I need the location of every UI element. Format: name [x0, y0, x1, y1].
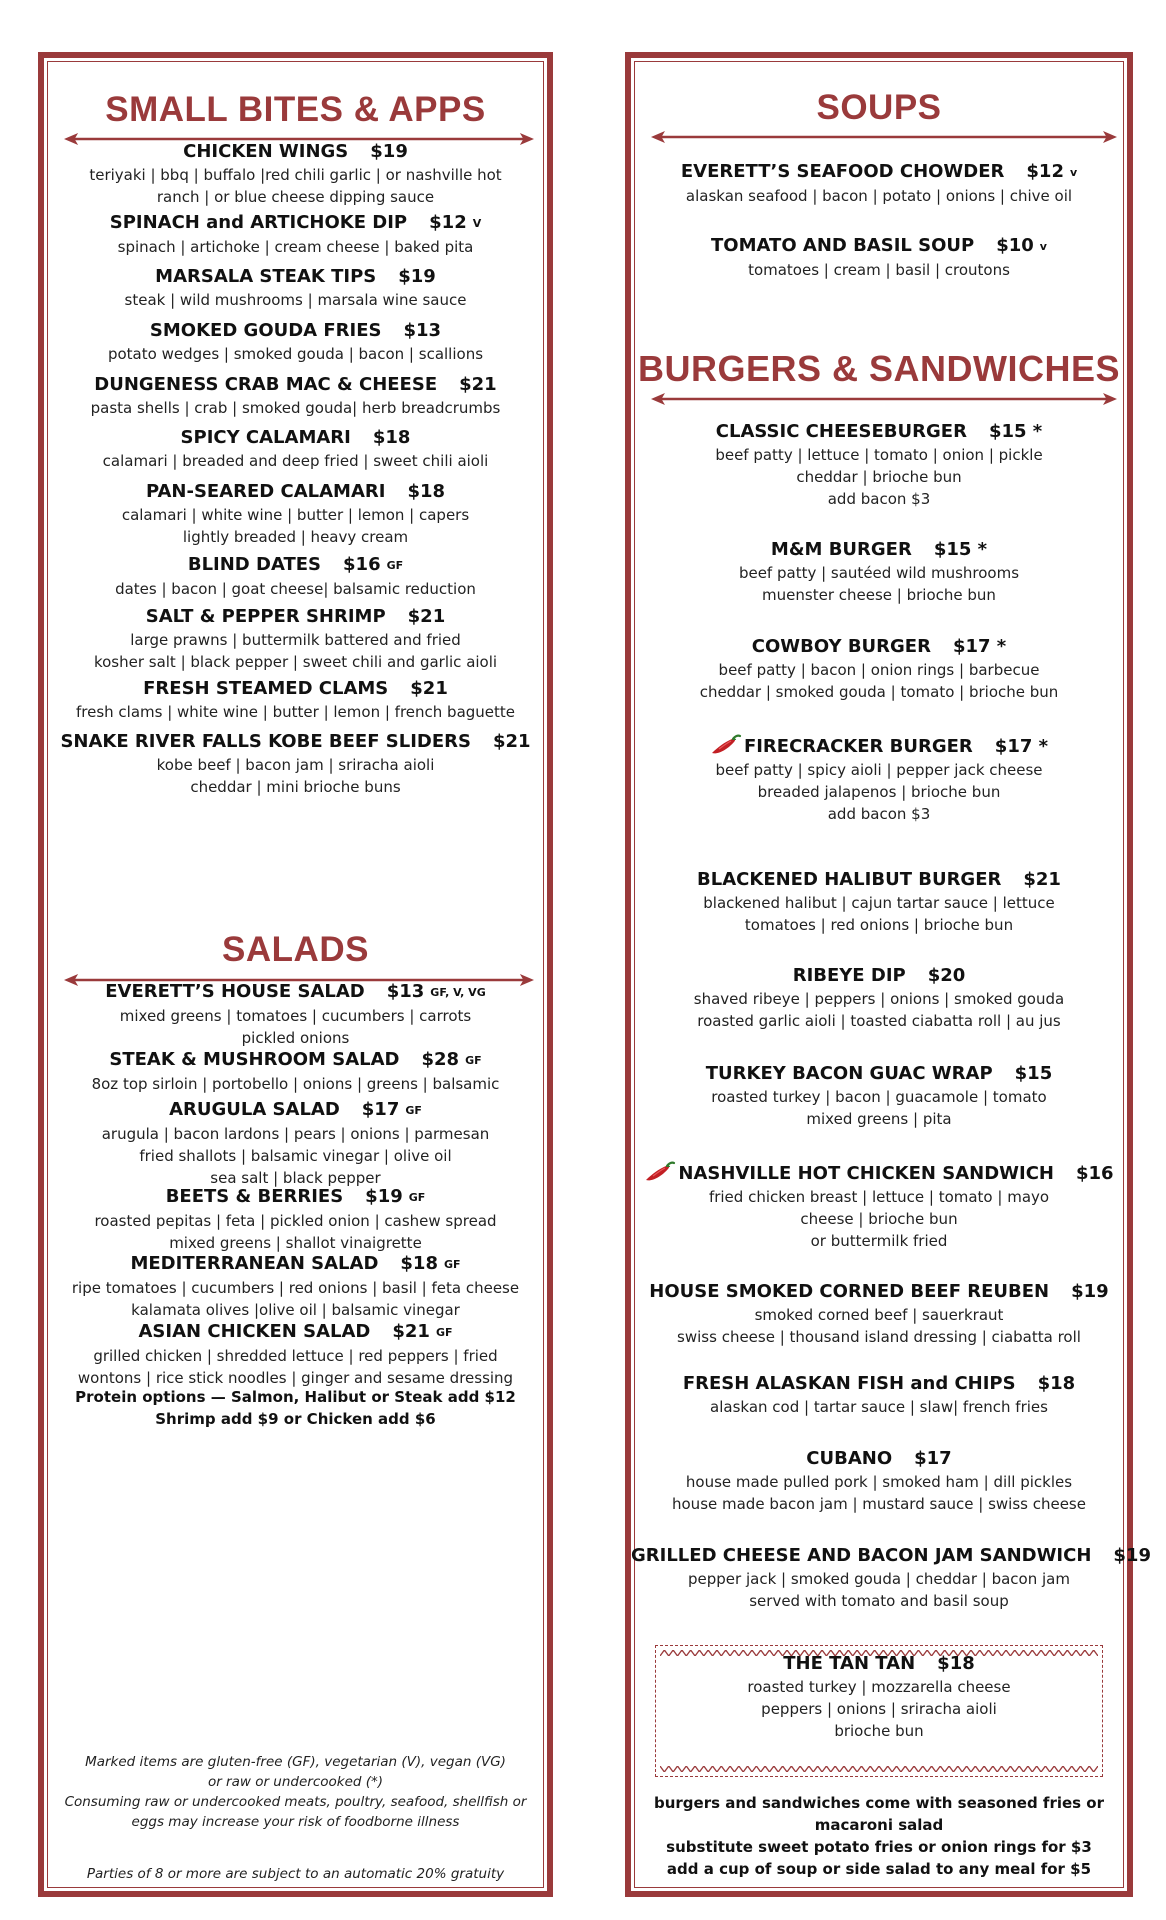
item-description: beef patty | sautéed wild mushrooms [738, 564, 1020, 582]
item-price: $15 * [933, 539, 988, 560]
item-price: $17 [361, 1099, 400, 1120]
item-name-line [44, 480, 547, 504]
item-name-line [44, 319, 547, 343]
menu-item [44, 553, 547, 600]
gratuity-note [44, 1864, 547, 1884]
item-name-line [631, 1062, 1127, 1086]
item-description: brioche bun [834, 1722, 924, 1740]
item-description: kosher salt | black pepper | sweet chili and garlic aioli [93, 653, 498, 671]
menu-item [631, 420, 1127, 510]
item-price: $12 [429, 212, 467, 233]
menu-item [44, 1252, 547, 1321]
item-name: COWBOY BURGER [751, 636, 931, 657]
item-description: mixed greens | pita [806, 1110, 952, 1128]
sides-line: add a cup of soup or side salad to any meal for $5 [666, 1860, 1092, 1878]
item-description: muenster cheese | brioche bun [762, 586, 996, 604]
item-description: alaskan cod | tartar sauce | slaw| french fries [710, 1398, 1048, 1416]
item-description: lightly breaded | heavy cream [182, 528, 409, 546]
item-name-line [631, 1160, 1127, 1186]
item-price: $15 [1014, 1063, 1053, 1084]
item-price: $21 [459, 374, 497, 395]
item-name: EVERETT’S HOUSE SALAD [105, 981, 365, 1002]
menu-item [44, 1320, 547, 1389]
item-name: ARUGULA SALAD [169, 1099, 340, 1120]
dietary-tag: v [1069, 166, 1078, 179]
item-name: THE TAN TAN [783, 1653, 916, 1674]
item-price: $16 [343, 554, 381, 575]
item-description: add bacon $3 [827, 490, 931, 508]
item-description: beef patty | bacon | onion rings | barbecue [718, 661, 1040, 679]
item-description: grilled chicken | shredded lettuce | red peppers | fried [93, 1347, 498, 1365]
item-name: TOMATO AND BASIL SOUP [711, 235, 975, 256]
dietary-tag: GF, V, VG [430, 986, 486, 999]
protein-options [44, 1386, 547, 1430]
item-name: SMOKED GOUDA FRIES [149, 320, 382, 341]
dietary-tag: GF [435, 1326, 453, 1339]
item-name: CUBANO [806, 1448, 893, 1469]
item-name: PAN-SEARED CALAMARI [145, 481, 386, 502]
item-description: calamari | breaded and deep fried | sweet chili aioli [102, 452, 489, 470]
item-name-line [44, 265, 547, 289]
item-description: dates | bacon | goat cheese| balsamic reduction [115, 580, 476, 598]
item-description: cheese | brioche bun [800, 1210, 958, 1228]
dietary-tag: GF [386, 559, 404, 572]
item-price: $19 [370, 141, 408, 162]
item-name-line [631, 1372, 1127, 1396]
item-description: mixed greens | shallot vinaigrette [169, 1234, 422, 1252]
left-menu-panel [38, 52, 553, 1897]
item-price: $17 * [994, 736, 1049, 757]
item-price: $20 [927, 965, 966, 986]
item-name-line [44, 553, 547, 578]
item-name-line [631, 733, 1127, 759]
item-description: blackened halibut | cajun tartar sauce | lettuce [703, 894, 1055, 912]
item-name-line [631, 1447, 1127, 1471]
item-name: SPICY CALAMARI [180, 427, 351, 448]
menu-item [44, 211, 547, 258]
menu-item [44, 140, 547, 208]
footnote-line: or raw or undercooked (*) [207, 1774, 384, 1790]
item-name-line [44, 605, 547, 629]
item-name: FRESH ALASKAN FISH and CHIPS [682, 1373, 1016, 1394]
item-name-line [44, 140, 547, 164]
item-name: M&M BURGER [770, 539, 912, 560]
item-description: ripe tomatoes | cucumbers | red onions | basil | feta cheese [71, 1279, 520, 1297]
item-price: $18 [937, 1653, 975, 1674]
chili-pepper-icon [644, 1160, 676, 1184]
protein-line: Protein options — Salmon, Halibut or Steak add $12 [75, 1388, 516, 1406]
divider-arrow [651, 392, 1117, 406]
item-name-line [44, 1048, 547, 1073]
item-price: $13 [386, 981, 425, 1002]
zigzag-border-bottom [660, 1766, 1098, 1772]
item-description: pasta shells | crab | smoked gouda| herb breadcrumbs [90, 399, 501, 417]
item-description: mixed greens | tomatoes | cucumbers | carrots [119, 1007, 472, 1025]
item-name-line [44, 1185, 547, 1210]
item-description: fried chicken breast | lettuce | tomato | mayo [708, 1188, 1050, 1206]
menu-item [631, 234, 1127, 281]
item-description: roasted turkey | mozzarella cheese [747, 1678, 1011, 1696]
item-name: FRESH STEAMED CLAMS [143, 678, 389, 699]
item-price: $21 [410, 678, 448, 699]
item-description: cheddar | brioche bun [796, 468, 962, 486]
item-price: $12 [1026, 161, 1064, 182]
menu-item [631, 160, 1127, 207]
menu-item [44, 480, 547, 548]
item-name-line [631, 635, 1127, 659]
item-description: arugula | bacon lardons | pears | onions | parmesan [101, 1125, 490, 1143]
item-description: swiss cheese | thousand island dressing | ciabatta roll [677, 1328, 1081, 1346]
item-name-line [44, 730, 547, 754]
item-description: alaskan seafood | bacon | potato | onions | chive oil [685, 187, 1073, 205]
item-description: spinach | artichoke | cream cheese | baked pita [117, 238, 474, 256]
menu-item [631, 538, 1127, 606]
item-name: MARSALA STEAK TIPS [155, 266, 377, 287]
section-title-small-bites: SMALL BITES & APPS [105, 90, 486, 129]
footnote-line: Marked items are gluten-free (GF), vegetarian (V), vegan (VG) [85, 1754, 506, 1770]
protein-line: Shrimp add $9 or Chicken add $6 [155, 1410, 436, 1428]
item-name-line [631, 1280, 1127, 1304]
item-name-line [631, 160, 1127, 185]
item-name-line [631, 420, 1127, 444]
chili-pepper-icon [710, 733, 742, 757]
item-name: GRILLED CHEESE AND BACON JAM SANDWICH [631, 1545, 1092, 1566]
item-description: beef patty | spicy aioli | pepper jack cheese [715, 761, 1043, 779]
item-description: pickled onions [241, 1029, 350, 1047]
item-name-line [631, 538, 1127, 562]
item-name-line [631, 1652, 1127, 1676]
item-description: shaved ribeye | peppers | onions | smoked gouda [693, 990, 1065, 1008]
divider-arrow [651, 130, 1117, 144]
menu-item [631, 1447, 1127, 1515]
item-price: $19 [1071, 1281, 1109, 1302]
item-price: $15 * [988, 421, 1043, 442]
item-price: $21 [1023, 869, 1061, 890]
item-name: CHICKEN WINGS [183, 141, 349, 162]
menu-item [631, 1062, 1127, 1130]
menu-item [44, 730, 547, 798]
item-description: house made bacon jam | mustard sauce | swiss cheese [672, 1495, 1086, 1513]
item-price: $21 [407, 606, 446, 627]
item-name-line [44, 1320, 547, 1345]
footnotes [44, 1752, 547, 1832]
sides-note [631, 1792, 1127, 1880]
sides-line: substitute sweet potato fries or onion rings for $3 [666, 1838, 1092, 1856]
item-description: ranch | or blue cheese dipping sauce [156, 188, 435, 206]
item-description: kobe beef | bacon jam | sriracha aioli [156, 756, 435, 774]
item-name: NASHVILLE HOT CHICKEN SANDWICH [678, 1163, 1054, 1184]
menu-item [44, 1185, 547, 1254]
item-description: pepper jack | smoked gouda | cheddar | bacon jam [688, 1570, 1070, 1588]
menu-item [631, 1160, 1127, 1252]
item-description: peppers | onions | sriracha aioli [761, 1700, 997, 1718]
item-name: TURKEY BACON GUAC WRAP [705, 1063, 993, 1084]
item-name-line [631, 868, 1127, 892]
item-price: $19 [365, 1186, 403, 1207]
item-description: wontons | rice stick noodles | ginger and sesame dressing [77, 1369, 514, 1387]
item-name-line [44, 373, 547, 397]
item-price: $28 [421, 1049, 460, 1070]
item-name: FIRECRACKER BURGER [743, 736, 973, 757]
item-description: potato wedges | smoked gouda | bacon | scallions [107, 345, 484, 363]
item-description: kalamata olives |olive oil | balsamic vinegar [131, 1301, 460, 1319]
dietary-tag: GF [443, 1258, 461, 1271]
item-name-line [44, 211, 547, 236]
item-description: 8oz top sirloin | portobello | onions | greens | balsamic [91, 1075, 500, 1093]
menu-item [44, 980, 547, 1049]
item-name: CLASSIC CHEESEBURGER [715, 421, 967, 442]
item-price: $17 [914, 1448, 952, 1469]
item-price: $13 [403, 320, 442, 341]
item-name-line [44, 1252, 547, 1277]
item-description: breaded jalapenos | brioche bun [757, 783, 1001, 801]
dietary-tag: GF [465, 1054, 482, 1067]
menu-item [44, 426, 547, 472]
menu-item [631, 635, 1127, 703]
item-description: large prawns | buttermilk battered and fried [130, 631, 461, 649]
item-price: $19 [398, 266, 436, 287]
item-name-line [631, 1544, 1151, 1568]
menu-item [44, 1098, 547, 1189]
item-name-line [631, 234, 1127, 259]
dietary-tag: GF [408, 1191, 426, 1204]
item-name: DUNGENESS CRAB MAC & CHEESE [94, 374, 438, 395]
gratuity-line: Parties of 8 or more are subject to an automatic 20% gratuity [86, 1866, 505, 1882]
item-description: roasted garlic aioli | toasted ciabatta roll | au jus [697, 1012, 1061, 1030]
menu-item [44, 373, 547, 419]
item-price: $17 * [952, 636, 1007, 657]
item-description: teriyaki | bbq | buffalo |red chili garlic | or nashville hot [89, 166, 502, 184]
feature-item [631, 1652, 1127, 1742]
item-name: BLIND DATES [187, 554, 322, 575]
item-description: fresh clams | white wine | butter | lemon | french baguette [75, 703, 516, 721]
item-description: sea salt | black pepper [210, 1169, 381, 1187]
item-price: $10 [996, 235, 1034, 256]
dietary-tag: GF [405, 1104, 422, 1117]
item-name: MEDITERRANEAN SALAD [130, 1253, 379, 1274]
item-price: $19 [1113, 1545, 1151, 1566]
item-price: $16 [1075, 1163, 1114, 1184]
footnote-line: Consuming raw or undercooked meats, poultry, seafood, shellfish or [64, 1794, 527, 1810]
item-price: $18 [407, 481, 446, 502]
item-description: smoked corned beef | sauerkraut [754, 1306, 1004, 1324]
item-description: roasted pepitas | feta | pickled onion | cashew spread [94, 1212, 497, 1230]
item-description: fried shallots | balsamic vinegar | olive oil [139, 1147, 452, 1165]
item-name: STEAK & MUSHROOM SALAD [109, 1049, 400, 1070]
item-price: $18 [372, 427, 411, 448]
item-description: tomatoes | cream | basil | croutons [748, 261, 1010, 279]
menu-item [44, 265, 547, 311]
item-description: tomatoes | red onions | brioche bun [744, 916, 1014, 934]
item-price: $18 [400, 1253, 438, 1274]
sides-line: burgers and sandwiches come with seasoned fries or [653, 1794, 1105, 1812]
menu-item [631, 1544, 1151, 1612]
item-price: $21 [492, 731, 531, 752]
section-title-salads: SALADS [222, 930, 369, 969]
section-title-burgers: BURGERS & SANDWICHES [637, 348, 1121, 389]
item-description: beef patty | lettuce | tomato | onion | pickle [715, 446, 1043, 464]
item-price: $18 [1037, 1373, 1076, 1394]
section-title-soups: SOUPS [816, 88, 942, 127]
sides-line: macaroni salad [814, 1816, 944, 1834]
item-name-line [44, 426, 547, 450]
menu-item [631, 1372, 1127, 1418]
item-name: BLACKENED HALIBUT BURGER [697, 869, 1002, 890]
item-description: roasted turkey | bacon | guacamole | tomato [711, 1088, 1047, 1106]
menu-item [44, 605, 547, 673]
item-description: calamari | white wine | butter | lemon | capers [121, 506, 470, 524]
item-description: served with tomato and basil soup [749, 1592, 1009, 1610]
item-name: SPINACH and ARTICHOKE DIP [109, 212, 408, 233]
item-description: house made pulled pork | smoked ham | dill pickles [685, 1473, 1073, 1491]
item-name: SALT & PEPPER SHRIMP [145, 606, 386, 627]
item-name-line [44, 980, 547, 1005]
dietary-tag: v [1039, 240, 1047, 253]
item-name: ASIAN CHICKEN SALAD [138, 1321, 371, 1342]
menu-item [631, 964, 1127, 1032]
footnote-line: eggs may increase your risk of foodborne illness [131, 1814, 460, 1830]
item-description: cheddar | mini brioche buns [190, 778, 401, 796]
item-description: or buttermilk fried [810, 1232, 948, 1250]
item-name: EVERETT’S SEAFOOD CHOWDER [680, 161, 1005, 182]
menu-item [631, 733, 1127, 825]
menu-item [44, 319, 547, 365]
right-menu-panel [625, 52, 1151, 1897]
item-name: HOUSE SMOKED CORNED BEEF REUBEN [649, 1281, 1050, 1302]
item-name: SNAKE RIVER FALLS KOBE BEEF SLIDERS [60, 731, 471, 752]
item-name-line [44, 677, 547, 701]
item-description: steak | wild mushrooms | marsala wine sauce [124, 291, 467, 309]
item-name-line [44, 1098, 547, 1123]
dietary-tag: V [472, 217, 482, 230]
menu-item [631, 868, 1127, 936]
item-name: BEETS & BERRIES [165, 1186, 344, 1207]
item-description: add bacon $3 [827, 805, 931, 823]
item-price: $21 [392, 1321, 430, 1342]
menu-item [44, 677, 547, 723]
item-description: cheddar | smoked gouda | tomato | brioche bun [699, 683, 1059, 701]
item-name: RIBEYE DIP [792, 965, 906, 986]
item-name-line [631, 964, 1127, 988]
menu-item [44, 1048, 547, 1095]
menu-item [631, 1280, 1127, 1348]
